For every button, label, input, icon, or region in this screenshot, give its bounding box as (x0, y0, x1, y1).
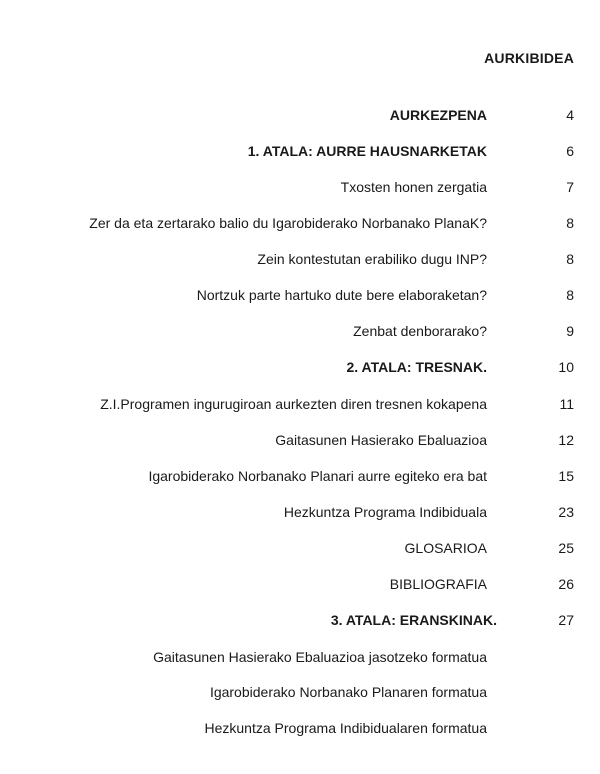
toc-entry-label: 2. ATALA: TRESNAK. (346, 359, 487, 375)
toc-entry-page: 8 (566, 251, 574, 267)
toc-entry-hezkuntza-programa[interactable] (0, 501, 600, 523)
toc-entry-label: Zein kontestutan erabiliko dugu INP? (257, 251, 487, 267)
toc-entry-page: 15 (558, 468, 574, 484)
toc-entry-gaitasunen-ebaluazioa[interactable] (0, 429, 600, 451)
toc-entry-label: Gaitasunen Hasierako Ebaluazioa jasotzeko formatua (153, 649, 487, 665)
toc-entry-page: 25 (558, 540, 574, 556)
toc-entry-page: 6 (566, 143, 574, 159)
toc-entry-txosten-zergatia[interactable] (0, 176, 600, 198)
toc-entry-label: GLOSARIOA (404, 540, 487, 556)
document-title: AURKIBIDEA (484, 50, 574, 66)
toc-entry-page: 12 (558, 432, 574, 448)
toc-entry-page: 23 (558, 504, 574, 520)
toc-entry-plana-formatua[interactable] (0, 681, 600, 703)
toc-entry-programa-formatua[interactable] (0, 717, 600, 739)
toc-entry-tresnen-kokapena[interactable] (0, 393, 600, 415)
toc-entry-label: Txosten honen zergatia (340, 179, 487, 195)
toc-entry-atala-1[interactable] (0, 140, 600, 162)
toc-entry-label: Hezkuntza Programa Indibidualaren formatua (204, 720, 487, 736)
toc-entry-bibliografia[interactable] (0, 573, 600, 595)
toc-entry-aurkezpena[interactable] (0, 104, 600, 126)
toc-entry-label: Zenbat denborarako? (353, 323, 487, 339)
toc-entry-page: 8 (566, 287, 574, 303)
toc-entry-atala-2[interactable] (0, 356, 600, 378)
toc-entry-label: Igarobiderako Norbanako Planaren formatua (209, 684, 487, 700)
toc-entry-label: Zer da eta zertarako balio du Igarobiderako Norbanako PlanaK? (89, 215, 487, 231)
toc-entry-page: 4 (566, 107, 574, 123)
toc-entry-label: Gaitasunen Hasierako Ebaluazioa (275, 432, 487, 448)
toc-entry-label: 3. ATALA: ERANSKINAK. (330, 612, 497, 628)
toc-entry-page: 10 (558, 359, 574, 375)
toc-entry-label: AURKEZPENA (389, 107, 487, 123)
toc-entry-label: Z.I.Programen ingurugiroan aurkezten diren tresnen kokapena (100, 396, 487, 412)
toc-entry-page: 8 (566, 215, 574, 231)
toc-entry-page: 26 (558, 576, 574, 592)
toc-entry-glosarioa[interactable] (0, 537, 600, 559)
toc-entry-page: 11 (559, 396, 574, 412)
toc-entry-label: BIBLIOGRAFIA (389, 576, 487, 592)
toc-entry-atala-3[interactable] (0, 609, 600, 631)
toc-entry-zein-kontestutan[interactable] (0, 248, 600, 270)
toc-entry-page: 27 (558, 612, 574, 628)
toc-entry-label: Igarobiderako Norbanako Planari aurre egiteko era bat (148, 468, 487, 484)
toc-entry-label: 1. ATALA: AURRE HAUSNARKETAK (247, 143, 487, 159)
toc-entry-label: Hezkuntza Programa Indibiduala (283, 504, 487, 520)
toc-entry-nortzuk[interactable] (0, 284, 600, 306)
toc-entry-label: Nortzuk parte hartuko dute bere elaboraketan? (196, 287, 487, 303)
toc-entry-ebaluazioa-formatua[interactable] (0, 646, 600, 668)
toc-entry-zer-da[interactable] (0, 212, 600, 234)
toc-entry-aurre-egiteko[interactable] (0, 465, 600, 487)
toc-entry-page: 7 (566, 179, 574, 195)
toc-entry-page: 9 (566, 323, 574, 339)
toc-entry-zenbat[interactable] (0, 320, 600, 342)
